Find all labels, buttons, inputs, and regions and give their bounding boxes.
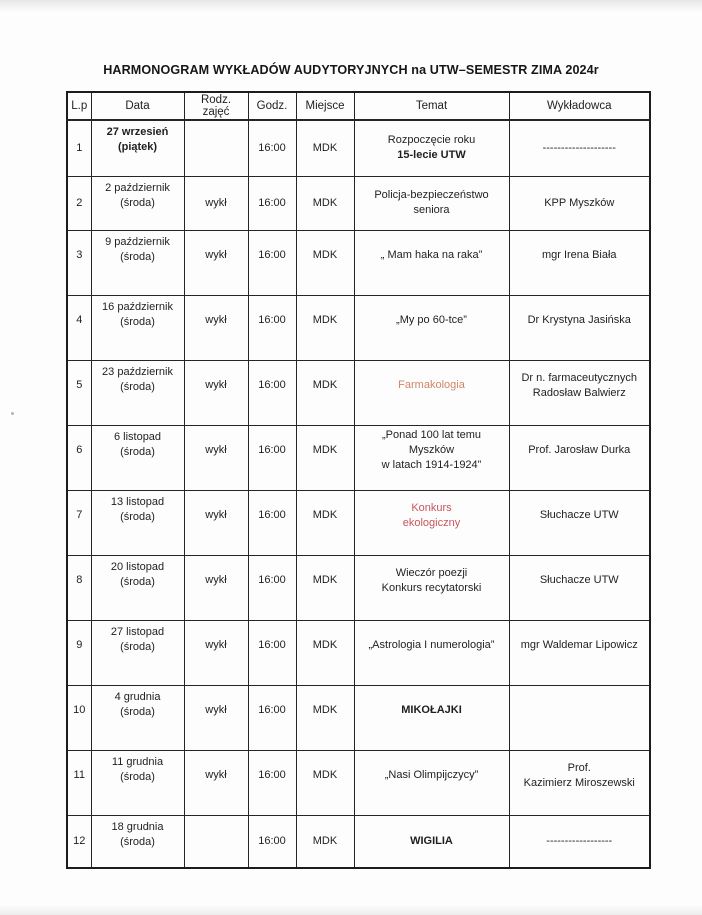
cell-line: wykł bbox=[205, 379, 227, 391]
cell-line: KPP Myszków bbox=[544, 196, 615, 209]
cell-type bbox=[184, 555, 248, 620]
cell-line: Konkurs recytatorski bbox=[381, 581, 482, 594]
cell-type bbox=[184, 295, 248, 360]
cell-date bbox=[91, 230, 184, 295]
cell-lecturer bbox=[509, 490, 650, 555]
cell-type bbox=[184, 360, 248, 425]
cell-topic bbox=[354, 490, 509, 555]
cell-line: Myszków bbox=[408, 444, 455, 456]
cell-line: MDK bbox=[312, 379, 338, 391]
cell-lp bbox=[67, 295, 91, 360]
cell-line: (środa) bbox=[120, 770, 155, 783]
cell-date bbox=[91, 750, 184, 815]
cell-lp bbox=[67, 120, 91, 176]
cell-line: 16:00 bbox=[258, 196, 286, 209]
cell-line: MDK bbox=[312, 704, 338, 716]
cell-line: 13 listopad bbox=[110, 495, 165, 508]
cell-date bbox=[91, 620, 184, 685]
cell-line: 10 bbox=[73, 704, 86, 716]
cell-line: MDK bbox=[312, 834, 338, 847]
cell-time bbox=[248, 555, 296, 620]
cell-line: (środa) bbox=[120, 380, 155, 393]
cell-line: Wieczór poezji bbox=[395, 566, 468, 579]
cell-time bbox=[248, 490, 296, 555]
column-header-date: Data bbox=[91, 92, 184, 120]
cell-line: 2 październik bbox=[105, 181, 170, 194]
cell-line: 3 bbox=[76, 249, 83, 261]
cell-place bbox=[296, 230, 354, 295]
cell-line: 16:00 bbox=[258, 574, 286, 586]
cell-line: 16:00 bbox=[258, 141, 286, 154]
column-header-topic: Temat bbox=[354, 92, 509, 120]
cell-date bbox=[91, 425, 184, 490]
schedule-table bbox=[66, 91, 651, 869]
cell-type bbox=[184, 176, 248, 230]
cell-line: 8 bbox=[76, 574, 83, 586]
table-row bbox=[67, 490, 650, 555]
cell-line: 7 bbox=[76, 509, 83, 521]
cell-line: 16:00 bbox=[258, 444, 286, 456]
cell-line: MDK bbox=[312, 141, 338, 154]
column-header-lp: L.p bbox=[67, 92, 91, 120]
cell-line: WIGILIA bbox=[410, 834, 453, 847]
column-header-lecturer: Wykładowca bbox=[509, 92, 650, 120]
cell-line: MDK bbox=[312, 574, 338, 586]
cell-date bbox=[91, 295, 184, 360]
cell-date bbox=[91, 120, 184, 176]
cell-line: (środa) bbox=[120, 315, 155, 328]
table-row bbox=[67, 295, 650, 360]
cell-line: ------------------ bbox=[546, 834, 613, 847]
cell-line: Słuchacze UTW bbox=[539, 509, 619, 521]
cell-line: Dr n. farmaceutycznych bbox=[521, 371, 638, 384]
cell-line: 4 bbox=[76, 314, 83, 326]
cell-line: (środa) bbox=[120, 575, 155, 588]
table-row bbox=[67, 360, 650, 425]
table-row bbox=[67, 685, 650, 750]
cell-line: 16:00 bbox=[258, 704, 286, 716]
cell-lecturer bbox=[509, 555, 650, 620]
cell-line: 1 bbox=[76, 141, 83, 154]
cell-line: Kazimierz Miroszewski bbox=[523, 776, 635, 789]
cell-line: MDK bbox=[312, 509, 338, 521]
cell-line: (środa) bbox=[120, 640, 155, 653]
cell-place bbox=[296, 620, 354, 685]
page-title: HARMONOGRAM WYKŁADÓW AUDYTORYJNYCH na UTW–SEMESTR ZIMA 2024r bbox=[103, 63, 599, 77]
cell-line: w latach 1914-1924” bbox=[381, 459, 482, 471]
cell-type bbox=[184, 425, 248, 490]
cell-line: 6 listopad bbox=[113, 430, 162, 443]
cell-line: seniora bbox=[413, 204, 450, 216]
cell-topic bbox=[354, 750, 509, 815]
cell-lecturer bbox=[509, 176, 650, 230]
cell-topic bbox=[354, 120, 509, 176]
header-row bbox=[67, 92, 650, 120]
cell-topic bbox=[354, 360, 509, 425]
cell-lp bbox=[67, 555, 91, 620]
cell-type bbox=[184, 750, 248, 815]
cell-line: 16:00 bbox=[258, 834, 286, 847]
cell-line: Dr Krystyna Jasińska bbox=[527, 314, 631, 326]
cell-line: 12 bbox=[73, 834, 86, 847]
cell-place bbox=[296, 490, 354, 555]
cell-line: (środa) bbox=[120, 835, 155, 848]
cell-place bbox=[296, 176, 354, 230]
cell-line: wykł bbox=[205, 704, 227, 716]
cell-type bbox=[184, 685, 248, 750]
cell-time bbox=[248, 685, 296, 750]
cell-lecturer bbox=[509, 685, 650, 750]
cell-date bbox=[91, 685, 184, 750]
cell-type bbox=[184, 490, 248, 555]
cell-line: (środa) bbox=[120, 196, 155, 209]
cell-line: 9 październik bbox=[105, 235, 170, 248]
cell-lp bbox=[67, 685, 91, 750]
cell-time bbox=[248, 815, 296, 868]
cell-place bbox=[296, 360, 354, 425]
cell-lp bbox=[67, 620, 91, 685]
table-row bbox=[67, 425, 650, 490]
cell-type bbox=[184, 230, 248, 295]
cell-line: 20 listopad bbox=[110, 560, 165, 573]
cell-line: MDK bbox=[312, 444, 338, 456]
cell-line: 16:00 bbox=[258, 509, 286, 521]
cell-line: Słuchacze UTW bbox=[539, 574, 619, 586]
cell-place bbox=[296, 750, 354, 815]
cell-line: wykł bbox=[205, 314, 227, 326]
cell-date bbox=[91, 815, 184, 868]
cell-line: 11 grudnia bbox=[111, 755, 164, 768]
table-row bbox=[67, 555, 650, 620]
cell-line: mgr Waldemar Lipowicz bbox=[520, 639, 638, 651]
cell-line: MDK bbox=[312, 196, 338, 209]
cell-line: 18 grudnia bbox=[111, 820, 164, 833]
cell-line: MDK bbox=[312, 314, 338, 326]
cell-line: 11 bbox=[73, 769, 85, 781]
table-row bbox=[67, 620, 650, 685]
cell-line: mgr Irena Biała bbox=[541, 249, 617, 261]
cell-line: „Ponad 100 lat temu bbox=[381, 429, 482, 441]
cell-line: MDK bbox=[312, 249, 338, 261]
cell-place bbox=[296, 555, 354, 620]
cell-place bbox=[296, 295, 354, 360]
cell-type bbox=[184, 620, 248, 685]
cell-line: MDK bbox=[312, 769, 338, 781]
cell-line: wykł bbox=[205, 444, 227, 456]
cell-lp bbox=[67, 490, 91, 555]
cell-line: 6 bbox=[76, 444, 83, 456]
table-row bbox=[67, 750, 650, 815]
cell-date bbox=[91, 176, 184, 230]
cell-topic bbox=[354, 555, 509, 620]
cell-line: 4 grudnia bbox=[114, 690, 161, 703]
cell-line: 16:00 bbox=[258, 769, 286, 781]
cell-line: Policja-bezpieczeństwo bbox=[374, 189, 489, 201]
cell-line: (środa) bbox=[120, 250, 155, 263]
table-body bbox=[67, 120, 650, 868]
table-row bbox=[67, 176, 650, 230]
cell-line: 27 wrzesień bbox=[106, 126, 169, 138]
cell-time bbox=[248, 120, 296, 176]
cell-line: Konkurs bbox=[411, 501, 452, 514]
cell-line: Prof. Jarosław Durka bbox=[528, 444, 631, 456]
cell-lecturer bbox=[509, 750, 650, 815]
cell-lecturer bbox=[509, 360, 650, 425]
cell-line: 27 listopad bbox=[110, 625, 165, 638]
cell-line: „ Mam haka na raka” bbox=[380, 249, 483, 261]
cell-date bbox=[91, 360, 184, 425]
cell-lp bbox=[67, 425, 91, 490]
cell-date bbox=[91, 490, 184, 555]
cell-line: 23 październik bbox=[102, 365, 173, 378]
cell-line: 2 bbox=[76, 196, 83, 209]
cell-line: MDK bbox=[312, 639, 338, 651]
cell-topic bbox=[354, 685, 509, 750]
cell-time bbox=[248, 425, 296, 490]
cell-line: 16 październik bbox=[102, 300, 173, 313]
table-row bbox=[67, 815, 650, 868]
cell-line: wykł bbox=[205, 249, 227, 261]
cell-line: MIKOŁAJKI bbox=[401, 704, 462, 716]
cell-line: (środa) bbox=[120, 510, 155, 523]
cell-place bbox=[296, 425, 354, 490]
cell-line: 16:00 bbox=[258, 249, 286, 261]
cell-line: „My po 60-tce” bbox=[396, 314, 467, 326]
cell-lp bbox=[67, 815, 91, 868]
cell-line: (środa) bbox=[120, 705, 155, 718]
cell-line: „Nasi Olimpijczycy” bbox=[384, 769, 479, 781]
cell-line: 5 bbox=[76, 379, 83, 391]
cell-lp bbox=[67, 360, 91, 425]
table-row bbox=[67, 230, 650, 295]
cell-topic bbox=[354, 815, 509, 868]
cell-lecturer bbox=[509, 295, 650, 360]
cell-lp bbox=[67, 176, 91, 230]
cell-line: „Astrologia I numerologia” bbox=[368, 639, 495, 651]
cell-topic bbox=[354, 230, 509, 295]
column-header-type: Rodz. zajęć bbox=[184, 92, 248, 120]
cell-line: 9 bbox=[76, 639, 83, 651]
cell-lecturer bbox=[509, 230, 650, 295]
cell-line: Prof. bbox=[567, 761, 591, 774]
cell-line: (piątek) bbox=[117, 141, 158, 153]
cell-lp bbox=[67, 750, 91, 815]
cell-line: 16:00 bbox=[258, 314, 286, 326]
cell-line: Radosław Balwierz bbox=[532, 386, 626, 399]
cell-line: ekologiczny bbox=[402, 516, 461, 529]
column-header-time: Godz. bbox=[248, 92, 296, 120]
cell-line: 16:00 bbox=[258, 379, 286, 391]
cell-lecturer bbox=[509, 620, 650, 685]
cell-line: wykł bbox=[205, 639, 227, 651]
cell-place bbox=[296, 685, 354, 750]
column-header-place: Miejsce bbox=[296, 92, 354, 120]
cell-place bbox=[296, 120, 354, 176]
cell-line: (środa) bbox=[120, 445, 155, 458]
cell-topic bbox=[354, 425, 509, 490]
cell-topic bbox=[354, 620, 509, 685]
cell-time bbox=[248, 360, 296, 425]
cell-lecturer bbox=[509, 120, 650, 176]
cell-line: wykł bbox=[205, 574, 227, 586]
cell-time bbox=[248, 230, 296, 295]
cell-line: Farmakologia bbox=[398, 379, 465, 391]
cell-lecturer bbox=[509, 425, 650, 490]
cell-time bbox=[248, 295, 296, 360]
cell-topic bbox=[354, 295, 509, 360]
cell-line: 15-lecie UTW bbox=[397, 149, 466, 162]
cell-type bbox=[184, 815, 248, 868]
cell-time bbox=[248, 750, 296, 815]
cell-time bbox=[248, 620, 296, 685]
cell-line: -------------------- bbox=[542, 141, 616, 154]
cell-line: wykł bbox=[205, 196, 227, 209]
cell-line: 16:00 bbox=[258, 639, 286, 651]
cell-topic bbox=[354, 176, 509, 230]
cell-line: wykł bbox=[205, 509, 227, 521]
table-row bbox=[67, 120, 650, 176]
cell-type bbox=[184, 120, 248, 176]
scan-artifact-dot bbox=[11, 412, 14, 415]
cell-lp bbox=[67, 230, 91, 295]
cell-lecturer bbox=[509, 815, 650, 868]
cell-date bbox=[91, 555, 184, 620]
cell-line: Rozpoczęcie roku bbox=[387, 134, 476, 147]
cell-place bbox=[296, 815, 354, 868]
cell-time bbox=[248, 176, 296, 230]
cell-line: wykł bbox=[205, 769, 227, 781]
